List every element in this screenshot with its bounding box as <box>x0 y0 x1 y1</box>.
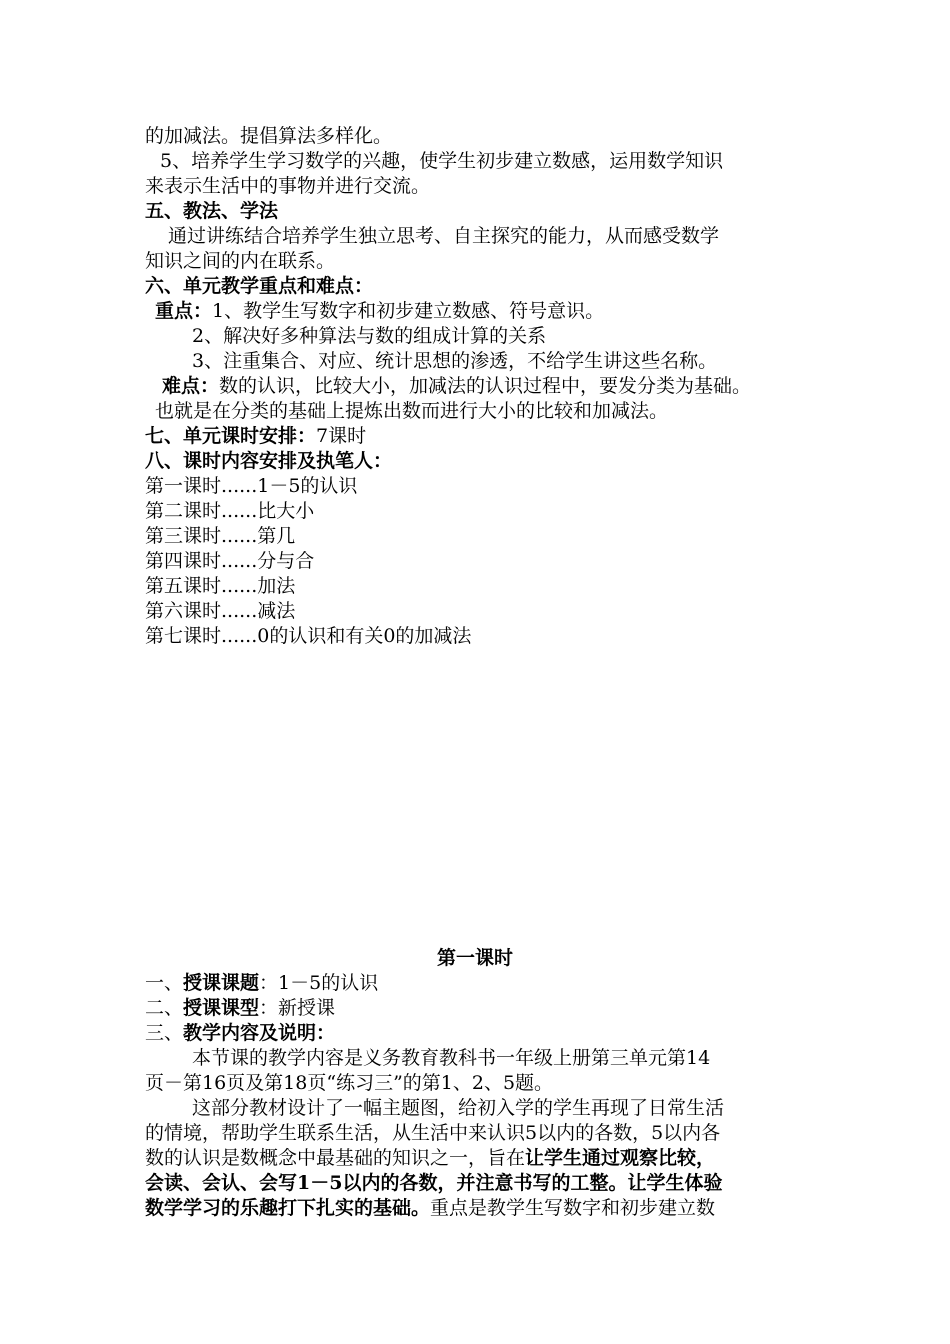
key-points-line <box>155 299 604 323</box>
text-bold: 让学生通过观察比较， <box>525 1147 716 1169</box>
paragraph-line: 的情境，帮助学生联系生活，从生活中来认识5以内的各数，5以内各 <box>145 1122 721 1144</box>
difficult-points-line <box>162 374 751 398</box>
item-value: ：新授课 <box>259 997 336 1019</box>
difficult-text-cont: 也就是在分类的基础上提炼出数而进行大小的比较和加减法。 <box>155 400 669 422</box>
text-normal: 数的认识是数概念中最基础的知识之一，旨在 <box>145 1147 526 1169</box>
heading-7-label: 七、单元课时安排： <box>145 425 317 447</box>
text-line: 来表示生活中的事物并进行交流。 <box>145 175 431 197</box>
section-heading: 五、教法、学法 <box>145 200 279 222</box>
item-label: 教学内容及说明： <box>183 1022 336 1044</box>
item-label: 授课课题 <box>183 972 260 994</box>
paragraph-line <box>145 1196 715 1220</box>
text-normal: 重点是教学生写数字和初步建立数 <box>430 1197 716 1219</box>
lesson-item: 第四课时......分与合 <box>145 550 315 572</box>
text-line: 的加减法。提倡算法多样化。 <box>145 125 393 147</box>
difficult-text: 数的认识，比较大小，加减法的认识过程中，要发分类为基础。 <box>219 375 752 397</box>
lesson-item: 第二课时......比大小 <box>145 500 315 522</box>
lesson-item-content <box>145 1021 335 1045</box>
text-line: 知识之间的内在联系。 <box>145 250 336 272</box>
lesson-item-type <box>145 996 335 1020</box>
section-heading: 六、单元教学重点和难点： <box>145 275 374 297</box>
paragraph-line <box>145 1146 715 1170</box>
heading-7-value: 7课时 <box>316 425 367 447</box>
item-prefix: 二、 <box>145 997 184 1019</box>
item-label: 授课课型 <box>183 997 260 1019</box>
key-point: 2、解决好多种算法与数的组成计算的关系 <box>192 325 547 347</box>
lesson-item: 第七课时......0的认识和有关0的加减法 <box>145 625 472 647</box>
paragraph-line: 会读、会认、会写1－5以内的各数，并注意书写的工整。让学生体验 <box>145 1172 723 1194</box>
lesson-item: 第一课时......1－5的认识 <box>145 475 358 497</box>
section-heading: 八、课时内容安排及执笔人： <box>145 450 393 472</box>
item-value: ：1－5的认识 <box>259 972 379 994</box>
text-line: 通过讲练结合培养学生独立思考、自主探究的能力，从而感受数学 <box>168 225 720 247</box>
key-point: 1、教学生写数字和初步建立数感、符号意识。 <box>212 300 605 322</box>
text-line: 5、培养学生学习数学的兴趣，使学生初步建立数感，运用数学知识 <box>160 150 724 172</box>
text-bold: 数学学习的乐趣打下扎实的基础。 <box>145 1197 431 1219</box>
key-point: 3、注重集合、对应、统计思想的渗透，不给学生讲这些名称。 <box>192 350 718 372</box>
lesson-item: 第六课时......减法 <box>145 600 296 622</box>
difficult-label: 难点： <box>162 375 220 397</box>
lesson-item-topic <box>145 971 378 995</box>
lesson-title: 第一课时 <box>436 947 513 969</box>
section-heading-7 <box>145 424 366 448</box>
lesson-item: 第五课时......加法 <box>145 575 296 597</box>
paragraph-line: 这部分教材设计了一幅主题图，给初入学的学生再现了日常生活 <box>192 1097 725 1119</box>
paragraph-line: 页－第16页及第18页“练习三”的第1、2、5题。 <box>145 1072 554 1094</box>
item-prefix: 一、 <box>145 972 184 994</box>
item-prefix: 三、 <box>145 1022 184 1044</box>
lesson-item: 第三课时......第几 <box>145 525 296 547</box>
paragraph-line: 本节课的教学内容是义务教育教科书一年级上册第三单元第14 <box>192 1047 711 1069</box>
key-label: 重点： <box>155 300 213 322</box>
